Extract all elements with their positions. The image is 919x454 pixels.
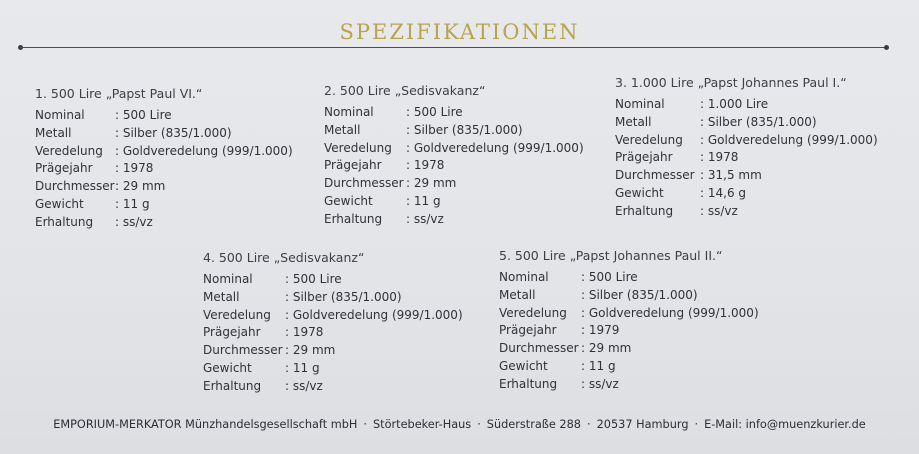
spec-value: : ss/vz <box>285 378 323 393</box>
spec-row-praegejahr <box>499 322 759 340</box>
spec-value: : Silber (835/1.000) <box>700 114 817 129</box>
spec-row-durchmesser <box>35 178 293 196</box>
spec-label: Gewicht <box>35 196 84 211</box>
spec-label: Nominal <box>499 270 549 284</box>
footer-street: Süderstraße 288 <box>486 418 581 431</box>
spec-row-gewicht <box>324 193 584 211</box>
coin-spec-3 <box>615 75 878 221</box>
spec-row-nominal <box>324 104 584 122</box>
coin-heading: 5. 500 Lire „Papst Johannes Paul II.“ <box>499 248 723 263</box>
coin-spec-5 <box>499 248 759 394</box>
spec-value: : 11 g <box>406 193 441 208</box>
spec-label: Gewicht <box>324 193 373 208</box>
spec-label: Veredelung <box>35 143 103 158</box>
spec-label: Prägejahr <box>324 158 382 173</box>
spec-value: : Goldveredelung (999/1.000) <box>115 143 293 158</box>
spec-label: Prägejahr <box>203 325 261 340</box>
spec-value: : 1978 <box>285 325 324 340</box>
spec-value: : 14,6 g <box>700 185 747 200</box>
spec-row-veredelung <box>203 307 463 325</box>
footer-city: 20537 Hamburg <box>596 418 689 431</box>
spec-label: Erhaltung <box>324 211 383 226</box>
spec-label: Gewicht <box>499 358 548 373</box>
footer-separator: · <box>587 418 591 431</box>
spec-label: Nominal <box>324 105 374 119</box>
spec-value: : Silber (835/1.000) <box>581 287 698 302</box>
spec-row-metall <box>35 125 293 143</box>
spec-label: Gewicht <box>203 360 252 375</box>
spec-label: Metall <box>203 289 240 304</box>
spec-row-gewicht <box>499 358 759 376</box>
page-title: SPEZIFIKATIONEN <box>339 20 580 44</box>
spec-row-nominal <box>615 96 878 114</box>
spec-row-erhaltung <box>499 376 759 394</box>
spec-row-praegejahr <box>35 160 293 178</box>
spec-label: Erhaltung <box>35 214 94 229</box>
footer-building: Störtebeker-Haus <box>372 418 472 431</box>
spec-row-veredelung <box>615 132 878 150</box>
spec-label: Metall <box>35 125 72 140</box>
spec-row-nominal <box>35 107 293 125</box>
spec-value: : 1978 <box>406 158 445 173</box>
spec-row-veredelung <box>324 140 584 158</box>
spec-row-gewicht <box>35 196 293 214</box>
spec-value: : ss/vz <box>581 376 619 391</box>
spec-label: Nominal <box>615 97 665 111</box>
spec-row-metall <box>324 122 584 140</box>
spec-label: Prägejahr <box>35 161 93 176</box>
spec-value: : Goldveredelung (999/1.000) <box>700 132 878 147</box>
rule-dot-right <box>884 45 889 50</box>
spec-row-metall <box>203 289 463 307</box>
spec-label: Erhaltung <box>203 378 262 393</box>
spec-label: Metall <box>324 122 361 137</box>
divider-rule <box>20 47 886 48</box>
spec-row-metall <box>499 287 759 305</box>
footer-company: EMPORIUM-MERKATOR Münzhandelsgesellschaft mbH <box>53 418 358 431</box>
spec-value: : 500 Lire <box>581 270 638 284</box>
spec-value: : ss/vz <box>700 203 738 218</box>
spec-label: Prägejahr <box>615 150 673 165</box>
footer-email: E-Mail: info@muenzkurier.de <box>704 418 866 431</box>
spec-value: : Goldveredelung (999/1.000) <box>285 307 463 322</box>
spec-value: : 11 g <box>115 196 150 211</box>
coin-heading: 2. 500 Lire „Sedisvakanz“ <box>324 83 486 98</box>
spec-label: Durchmesser <box>324 176 404 191</box>
spec-row-durchmesser <box>499 340 759 358</box>
spec-row-gewicht <box>203 360 463 378</box>
coin-spec-1 <box>35 86 293 232</box>
spec-row-durchmesser <box>615 167 878 185</box>
coin-spec-2 <box>324 83 584 229</box>
spec-label: Nominal <box>203 272 253 286</box>
spec-value: : 11 g <box>581 358 616 373</box>
spec-label: Durchmesser <box>499 341 579 356</box>
spec-row-erhaltung <box>35 214 293 232</box>
spec-label: Veredelung <box>499 305 567 320</box>
spec-value: : 29 mm <box>285 343 336 358</box>
coin-heading: 3. 1.000 Lire „Papst Johannes Paul I.“ <box>615 75 847 90</box>
spec-row-metall <box>615 114 878 132</box>
spec-label: Erhaltung <box>499 376 558 391</box>
spec-value: : 500 Lire <box>115 108 172 122</box>
spec-label: Metall <box>499 287 536 302</box>
spec-row-erhaltung <box>203 378 463 396</box>
spec-label: Veredelung <box>615 132 683 147</box>
spec-value: : Silber (835/1.000) <box>115 125 232 140</box>
spec-row-durchmesser <box>203 342 463 360</box>
spec-value: : Goldveredelung (999/1.000) <box>406 140 584 155</box>
spec-value: : ss/vz <box>406 211 444 226</box>
footer-separator: · <box>477 418 481 431</box>
spec-label: Veredelung <box>203 307 271 322</box>
spec-label: Durchmesser <box>35 179 115 194</box>
spec-value: : 1978 <box>115 161 154 176</box>
spec-value: : 29 mm <box>406 176 457 191</box>
spec-label: Prägejahr <box>499 323 557 338</box>
spec-value: : 500 Lire <box>406 105 463 119</box>
spec-value: : 1979 <box>581 323 620 338</box>
spec-value: : Silber (835/1.000) <box>285 289 402 304</box>
spec-row-veredelung <box>35 143 293 161</box>
spec-row-erhaltung <box>324 211 584 229</box>
spec-label: Nominal <box>35 108 85 122</box>
footer-separator: · <box>694 418 699 431</box>
spec-value: : 500 Lire <box>285 272 342 286</box>
spec-row-nominal <box>499 269 759 287</box>
spec-value: : 11 g <box>285 360 320 375</box>
spec-value: : 1978 <box>700 150 739 165</box>
spec-row-gewicht <box>615 185 878 203</box>
spec-row-veredelung <box>499 305 759 323</box>
spec-row-praegejahr <box>615 149 878 167</box>
coin-spec-4 <box>203 250 463 396</box>
spec-value: : 29 mm <box>115 179 166 194</box>
spec-value: : 31,5 mm <box>700 168 762 183</box>
spec-label: Durchmesser <box>615 168 695 183</box>
spec-label: Durchmesser <box>203 343 283 358</box>
spec-label: Erhaltung <box>615 203 674 218</box>
spec-row-praegejahr <box>203 324 463 342</box>
footer-address <box>0 418 919 431</box>
spec-value: : ss/vz <box>115 214 153 229</box>
spec-row-durchmesser <box>324 175 584 193</box>
spec-row-nominal <box>203 271 463 289</box>
coin-heading: 1. 500 Lire „Papst Paul VI.“ <box>35 86 203 101</box>
coin-heading: 4. 500 Lire „Sedisvakanz“ <box>203 250 365 265</box>
spec-label: Veredelung <box>324 140 392 155</box>
spec-value: : Silber (835/1.000) <box>406 122 523 137</box>
spec-value: : 1.000 Lire <box>700 97 769 111</box>
spec-label: Gewicht <box>615 185 664 200</box>
spec-value: : 29 mm <box>581 341 632 356</box>
spec-row-praegejahr <box>324 157 584 175</box>
footer-separator: · <box>363 418 367 431</box>
spec-row-erhaltung <box>615 203 878 221</box>
spec-label: Metall <box>615 114 652 129</box>
spec-value: : Goldveredelung (999/1.000) <box>581 305 759 320</box>
